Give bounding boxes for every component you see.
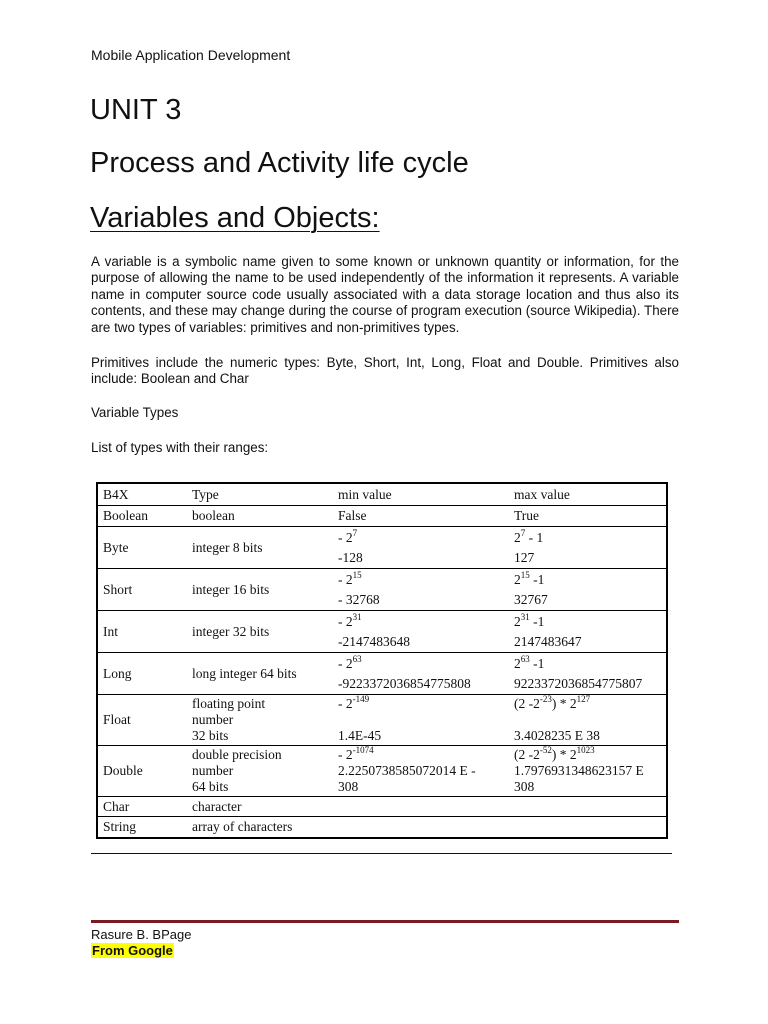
cell-max: $2^{15}$ -1 32767 — [509, 569, 667, 611]
cell-max: True — [509, 506, 667, 527]
cell-b4x: String — [97, 817, 187, 839]
cell-max: (2 $-2^{-23}) * 2^{127}$ 3.4028235 E 38 — [509, 695, 667, 746]
variable-types-label: Variable Types — [91, 405, 179, 420]
cell-min — [333, 817, 509, 839]
cell-min: - $2^{-149}$ 1.4E-45 — [333, 695, 509, 746]
cell-b4x: Char — [97, 797, 187, 817]
cell-b4x: Int — [97, 611, 187, 653]
cell-max — [509, 797, 667, 817]
cell-min: - $2^{-1074}$ 2.2250738585072014 E - 308 — [333, 746, 509, 797]
cell-min: - $2^{63}$ -9223372036854775808 — [333, 653, 509, 695]
cell-b4x: Boolean — [97, 506, 187, 527]
header-min: min value — [333, 483, 509, 506]
table-row — [97, 653, 667, 695]
cell-b4x: Float — [97, 695, 187, 746]
header-type: Type — [187, 483, 333, 506]
cell-type: integer 32 bits — [187, 611, 333, 653]
cell-min: - $2^{15}$ - 32768 — [333, 569, 509, 611]
cell-max: $2^{31}$ -1 2147483647 — [509, 611, 667, 653]
cell-min: - $2^7$ -128 — [333, 527, 509, 569]
cell-type: long integer 64 bits — [187, 653, 333, 695]
header-b4x: B4X — [97, 483, 187, 506]
table-row — [97, 506, 667, 527]
table-header-row — [97, 483, 667, 506]
types-table — [96, 482, 668, 839]
cell-min — [333, 797, 509, 817]
table-divider — [91, 853, 672, 854]
types-list-label: List of types with their ranges: — [91, 440, 269, 455]
cell-max: $2^{63}$ -1 9223372036854775807 — [509, 653, 667, 695]
table-row — [97, 527, 667, 569]
cell-type: double precision number 64 bits — [187, 746, 333, 797]
cell-b4x: Long — [97, 653, 187, 695]
cell-min: False — [333, 506, 509, 527]
cell-type: character — [187, 797, 333, 817]
footer-author: Rasure B. BPage — [91, 927, 192, 942]
topic-heading: Process and Activity life cycle — [90, 147, 469, 179]
cell-max — [509, 817, 667, 839]
cell-b4x: Byte — [97, 527, 187, 569]
cell-type: array of characters — [187, 817, 333, 839]
table-row — [97, 797, 667, 817]
footer-divider — [91, 920, 679, 923]
cell-type: floating point number 32 bits — [187, 695, 333, 746]
cell-max: (2 $-2^{-52}) * 2^{1023}$ 1.7976931348623157 E 308 — [509, 746, 667, 797]
cell-b4x: Double — [97, 746, 187, 797]
cell-b4x: Short — [97, 569, 187, 611]
cell-type: integer 16 bits — [187, 569, 333, 611]
table-row — [97, 569, 667, 611]
table-row — [97, 817, 667, 839]
intro-paragraph: A variable is a symbolic name given to some known or unknown quantity or information, for the purpose of allowing the name to be used independently of the information it represents. A variable name in computer source code usually associated with a data storage location and thus also its contents, and these may change during the course of program execution (source Wikipedia). There are two types of variables: primitives and non-primitives types. — [91, 254, 679, 335]
table-row — [97, 611, 667, 653]
section-heading: Variables and Objects: — [90, 202, 380, 234]
document-header: Mobile Application Development — [91, 47, 291, 63]
cell-type: integer 8 bits — [187, 527, 333, 569]
unit-heading: UNIT 3 — [90, 94, 182, 126]
header-max: max value — [509, 483, 667, 506]
primitives-paragraph: Primitives include the numeric types: Byte, Short, Int, Long, Float and Double. Primitives also include: Boolean and Char — [91, 355, 679, 387]
cell-type: boolean — [187, 506, 333, 527]
cell-min: - $2^{31}$ -2147483648 — [333, 611, 509, 653]
cell-max: $2^7 - 1$ 127 — [509, 527, 667, 569]
table-row — [97, 695, 667, 746]
footer-source-highlight: From Google — [92, 943, 173, 958]
table-row — [97, 746, 667, 797]
